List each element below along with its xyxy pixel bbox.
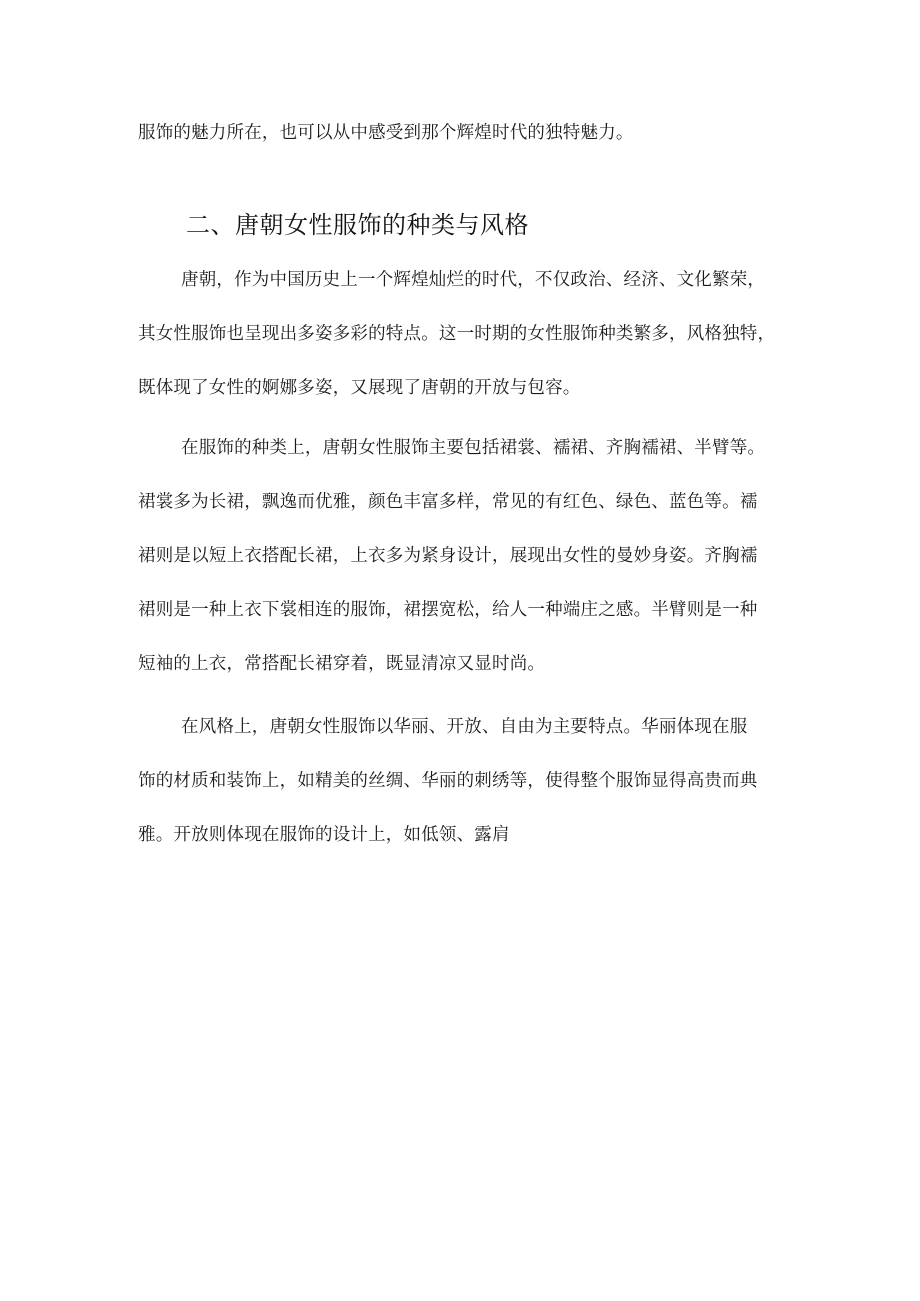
paragraph-line: 其女性服饰也呈现出多姿多彩的特点。这一时期的女性服饰种类繁多，风格独特， bbox=[138, 324, 776, 344]
paragraph-line: 短袖的上衣，常搭配长裙穿着，既显清凉又显时尚。 bbox=[138, 654, 546, 674]
paragraph-line: 既体现了女性的婀娜多姿，又展现了唐朝的开放与包容。 bbox=[138, 378, 581, 398]
paragraph-line: 裙则是以短上衣搭配长裙，上衣多为紧身设计，展现出女性的曼妙身姿。齐胸襦 bbox=[138, 546, 758, 566]
paragraph-line: 饰的材质和装饰上，如精美的丝绸、华丽的刺绣等，使得整个服饰显得高贵而典 bbox=[138, 771, 758, 791]
section-heading: 二、唐朝女性服饰的种类与风格 bbox=[186, 211, 529, 239]
paragraph-line: 在风格上，唐朝女性服饰以华丽、开放、自由为主要特点。华丽体现在服 bbox=[181, 717, 748, 737]
continuation-line: 服饰的魅力所在，也可以从中感受到那个辉煌时代的独特魅力。 bbox=[138, 123, 634, 143]
paragraph-line: 裙则是一种上衣下裳相连的服饰，裙摆宽松，给人一种端庄之感。半臂则是一种 bbox=[138, 600, 758, 620]
paragraph-3 bbox=[138, 716, 758, 878]
paragraph-2 bbox=[138, 437, 765, 707]
paragraph-line: 裙裳多为长裙，飘逸而优雅，颜色丰富多样，常见的有红色、绿色、蓝色等。襦 bbox=[138, 492, 758, 512]
paragraph-1 bbox=[138, 269, 775, 431]
paragraph-line: 在服饰的种类上，唐朝女性服饰主要包括裙裳、襦裙、齐胸襦裙、半臂等。 bbox=[181, 438, 766, 458]
paragraph-line: 雅。开放则体现在服饰的设计上，如低领、露肩 bbox=[138, 825, 510, 845]
paragraph-line: 唐朝，作为中国历史上一个辉煌灿烂的时代，不仅政治、经济、文化繁荣， bbox=[181, 270, 766, 290]
